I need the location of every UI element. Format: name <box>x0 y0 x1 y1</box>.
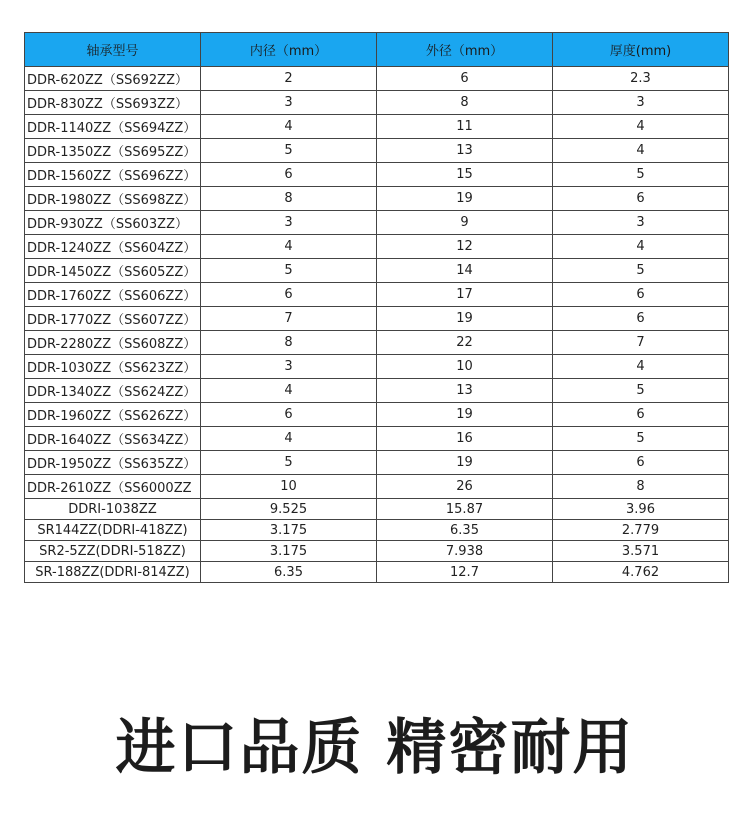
cell-model: SR-188ZZ(DDRI-814ZZ) <box>25 562 201 583</box>
table-row <box>25 115 729 139</box>
cell-thickness: 5 <box>553 379 729 403</box>
cell-outer-diameter: 9 <box>377 211 553 235</box>
cell-outer-diameter: 26 <box>377 475 553 499</box>
table-row <box>25 451 729 475</box>
cell-outer-diameter: 22 <box>377 331 553 355</box>
cell-thickness: 4 <box>553 235 729 259</box>
table-row <box>25 91 729 115</box>
header-inner-diameter: 内径（mm） <box>201 33 377 67</box>
table-row <box>25 211 729 235</box>
cell-inner-diameter: 6 <box>201 403 377 427</box>
cell-model: DDR-1950ZZ（SS635ZZ） <box>25 451 201 475</box>
cell-inner-diameter: 5 <box>201 451 377 475</box>
table-row <box>25 331 729 355</box>
cell-outer-diameter: 7.938 <box>377 541 553 562</box>
cell-model: DDR-1960ZZ（SS626ZZ） <box>25 403 201 427</box>
cell-thickness: 4 <box>553 115 729 139</box>
cell-inner-diameter: 4 <box>201 427 377 451</box>
cell-thickness: 7 <box>553 331 729 355</box>
cell-outer-diameter: 13 <box>377 139 553 163</box>
table-row <box>25 163 729 187</box>
cell-inner-diameter: 7 <box>201 307 377 331</box>
table-row <box>25 307 729 331</box>
header-outer-diameter: 外径（mm） <box>377 33 553 67</box>
cell-outer-diameter: 11 <box>377 115 553 139</box>
table-row <box>25 499 729 520</box>
slogan-text: 进口品质 精密耐用 <box>115 713 635 783</box>
cell-inner-diameter: 6.35 <box>201 562 377 583</box>
cell-thickness: 6 <box>553 283 729 307</box>
cell-model: DDR-1240ZZ（SS604ZZ） <box>25 235 201 259</box>
cell-inner-diameter: 8 <box>201 331 377 355</box>
cell-inner-diameter: 9.525 <box>201 499 377 520</box>
cell-outer-diameter: 15 <box>377 163 553 187</box>
cell-thickness: 4.762 <box>553 562 729 583</box>
cell-outer-diameter: 6.35 <box>377 520 553 541</box>
cell-thickness: 3 <box>553 91 729 115</box>
cell-inner-diameter: 8 <box>201 187 377 211</box>
cell-inner-diameter: 6 <box>201 283 377 307</box>
cell-model: DDR-1350ZZ（SS695ZZ） <box>25 139 201 163</box>
cell-outer-diameter: 19 <box>377 307 553 331</box>
table-row <box>25 427 729 451</box>
cell-thickness: 6 <box>553 403 729 427</box>
cell-outer-diameter: 19 <box>377 187 553 211</box>
cell-model: DDR-1340ZZ（SS624ZZ） <box>25 379 201 403</box>
cell-model: SR2-5ZZ(DDRI-518ZZ) <box>25 541 201 562</box>
cell-thickness: 3 <box>553 211 729 235</box>
cell-model: DDR-1560ZZ（SS696ZZ） <box>25 163 201 187</box>
table-row <box>25 541 729 562</box>
table-row <box>25 139 729 163</box>
cell-outer-diameter: 19 <box>377 403 553 427</box>
cell-inner-diameter: 4 <box>201 115 377 139</box>
cell-inner-diameter: 10 <box>201 475 377 499</box>
cell-inner-diameter: 3.175 <box>201 541 377 562</box>
cell-model: DDR-1640ZZ（SS634ZZ） <box>25 427 201 451</box>
cell-inner-diameter: 6 <box>201 163 377 187</box>
cell-thickness: 4 <box>553 355 729 379</box>
cell-thickness: 6 <box>553 187 729 211</box>
cell-model: DDR-1980ZZ（SS698ZZ） <box>25 187 201 211</box>
cell-outer-diameter: 13 <box>377 379 553 403</box>
table-row <box>25 235 729 259</box>
spec-table-container <box>24 32 728 583</box>
cell-model: DDR-1030ZZ（SS623ZZ） <box>25 355 201 379</box>
cell-thickness: 2.779 <box>553 520 729 541</box>
header-thickness: 厚度(mm) <box>553 33 729 67</box>
table-row <box>25 379 729 403</box>
cell-outer-diameter: 10 <box>377 355 553 379</box>
table-row <box>25 187 729 211</box>
header-model: 轴承型号 <box>25 33 201 67</box>
cell-thickness: 6 <box>553 307 729 331</box>
cell-model: DDR-1140ZZ（SS694ZZ） <box>25 115 201 139</box>
cell-thickness: 5 <box>553 163 729 187</box>
table-row <box>25 259 729 283</box>
cell-thickness: 8 <box>553 475 729 499</box>
cell-model: DDR-1760ZZ（SS606ZZ） <box>25 283 201 307</box>
bearing-spec-table <box>24 32 729 583</box>
cell-thickness: 6 <box>553 451 729 475</box>
table-row <box>25 67 729 91</box>
cell-inner-diameter: 3 <box>201 211 377 235</box>
cell-thickness: 5 <box>553 427 729 451</box>
cell-model: DDR-830ZZ（SS693ZZ） <box>25 91 201 115</box>
cell-thickness: 3.571 <box>553 541 729 562</box>
cell-model: DDR-1770ZZ（SS607ZZ） <box>25 307 201 331</box>
table-row <box>25 520 729 541</box>
cell-inner-diameter: 3.175 <box>201 520 377 541</box>
cell-outer-diameter: 12.7 <box>377 562 553 583</box>
table-row <box>25 355 729 379</box>
cell-outer-diameter: 14 <box>377 259 553 283</box>
cell-inner-diameter: 4 <box>201 235 377 259</box>
cell-inner-diameter: 2 <box>201 67 377 91</box>
cell-thickness: 3.96 <box>553 499 729 520</box>
table-row <box>25 475 729 499</box>
table-row <box>25 562 729 583</box>
cell-inner-diameter: 4 <box>201 379 377 403</box>
cell-outer-diameter: 17 <box>377 283 553 307</box>
cell-inner-diameter: 3 <box>201 91 377 115</box>
table-header-row <box>25 33 729 67</box>
cell-outer-diameter: 12 <box>377 235 553 259</box>
table-row <box>25 403 729 427</box>
cell-model: DDRI-1038ZZ <box>25 499 201 520</box>
cell-model: DDR-2610ZZ（SS6000ZZ <box>25 475 201 499</box>
cell-thickness: 5 <box>553 259 729 283</box>
cell-outer-diameter: 15.87 <box>377 499 553 520</box>
cell-inner-diameter: 5 <box>201 259 377 283</box>
cell-thickness: 2.3 <box>553 67 729 91</box>
cell-model: DDR-1450ZZ（SS605ZZ） <box>25 259 201 283</box>
table-body <box>25 67 729 583</box>
cell-model: DDR-2280ZZ（SS608ZZ） <box>25 331 201 355</box>
cell-outer-diameter: 16 <box>377 427 553 451</box>
table-row <box>25 283 729 307</box>
cell-outer-diameter: 6 <box>377 67 553 91</box>
cell-outer-diameter: 8 <box>377 91 553 115</box>
cell-inner-diameter: 3 <box>201 355 377 379</box>
cell-thickness: 4 <box>553 139 729 163</box>
cell-model: DDR-620ZZ（SS692ZZ） <box>25 67 201 91</box>
cell-model: DDR-930ZZ（SS603ZZ） <box>25 211 201 235</box>
cell-inner-diameter: 5 <box>201 139 377 163</box>
cell-model: SR144ZZ(DDRI-418ZZ) <box>25 520 201 541</box>
cell-outer-diameter: 19 <box>377 451 553 475</box>
